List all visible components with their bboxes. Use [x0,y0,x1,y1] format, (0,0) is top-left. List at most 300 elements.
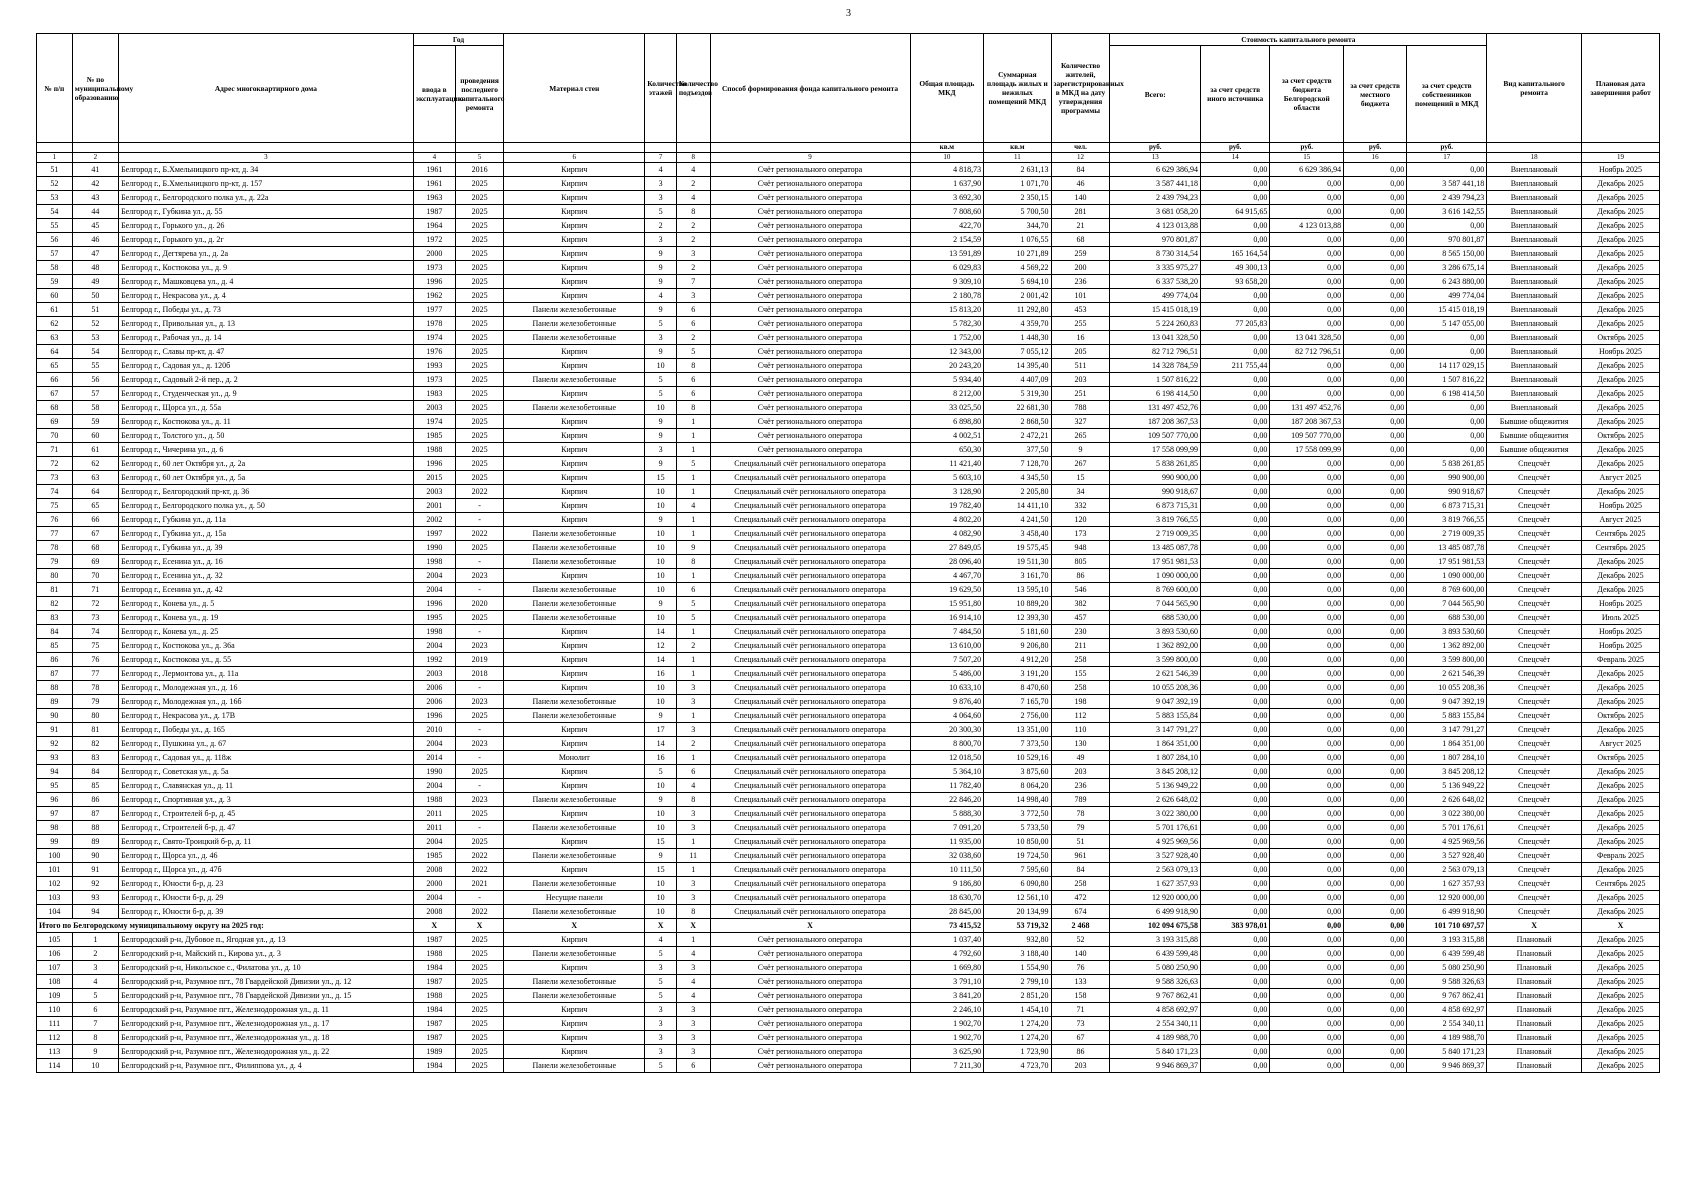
table-cell: 10 [645,401,677,415]
table-cell: Кирпич [504,1031,645,1045]
table-cell: 2 180,78 [910,289,984,303]
table-row [37,1017,1660,1031]
table-cell: 2003 [413,485,455,499]
table-cell: 2002 [413,513,455,527]
table-cell: Специальный счёт регионального оператора [710,737,910,751]
table-cell: 84 [1051,863,1110,877]
table-cell: 90 [37,709,73,723]
table-cell: Декабрь 2025 [1581,177,1659,191]
table-cell: 3 791,10 [910,975,984,989]
table-cell: 1 627 357,93 [1407,877,1487,891]
table-cell: Декабрь 2025 [1581,401,1659,415]
table-cell: 674 [1051,905,1110,919]
table-cell: 5 181,60 [984,625,1051,639]
table-cell: 3 [676,821,710,835]
table-cell: 9 [645,429,677,443]
table-cell: Белгород г., Костюкова ул., д. 11 [119,415,414,429]
table-cell: Белгород г., Строителей б-р, д. 47 [119,821,414,835]
table-cell: 2025 [455,989,503,1003]
table-cell: 2 [676,177,710,191]
table-cell: Счёт регионального оператора [710,177,910,191]
table-cell: 1988 [413,443,455,457]
table-cell: Специальный счёт регионального оператора [710,835,910,849]
table-cell: 0,00 [1270,177,1344,191]
table-cell: 44 [72,205,118,219]
table-cell: 2025 [455,289,503,303]
table-cell: 1996 [413,709,455,723]
table-cell: Внеплановый [1487,401,1582,415]
table-cell: 19 511,30 [984,555,1051,569]
table-cell: 0,00 [1200,779,1269,793]
table-row [37,289,1660,303]
table-cell: 83 [37,611,73,625]
table-cell: 2025 [455,275,503,289]
column-number-cell: 13 [1110,153,1201,163]
table-cell: 1990 [413,765,455,779]
table-cell: 7 484,50 [910,625,984,639]
table-cell: 103 [37,891,73,905]
table-cell: 5 [676,611,710,625]
table-cell: 2025 [455,317,503,331]
table-row [37,1045,1660,1059]
table-cell: Счёт регионального оператора [710,247,910,261]
table-cell: 0,00 [1200,1059,1269,1073]
table-row [37,387,1660,401]
table-cell: 78 [1051,807,1110,821]
table-cell: 17 [645,723,677,737]
table-cell: 0,00 [1200,611,1269,625]
table-cell: 2008 [413,905,455,919]
table-cell: 9 047 392,19 [1110,695,1201,709]
table-cell: 0,00 [1407,415,1487,429]
table-cell: 0,00 [1270,541,1344,555]
table-body-belgorod-district [37,933,1660,1073]
table-cell: 0,00 [1270,681,1344,695]
table-cell: 0,00 [1270,821,1344,835]
table-cell: 45 [72,219,118,233]
table-cell: Счёт регионального оператора [710,1059,910,1073]
table-cell: 6 499 918,90 [1110,905,1201,919]
table-cell: Панели железобетонные [504,527,645,541]
table-cell: 6 090,80 [984,877,1051,891]
table-cell: 990 918,67 [1407,485,1487,499]
table-cell: 1972 [413,233,455,247]
table-cell: Кирпич [504,835,645,849]
column-numbers-row [37,153,1660,163]
table-cell: 2 554 340,11 [1110,1017,1201,1031]
table-cell: 265 [1051,429,1110,443]
table-cell: 2006 [413,695,455,709]
table-cell: Кирпич [504,513,645,527]
table-cell: 0,00 [1200,219,1269,233]
table-cell: 8 [676,793,710,807]
table-cell: Специальный счёт регионального оператора [710,723,910,737]
table-cell: 344,70 [984,219,1051,233]
table-cell: 2 [676,639,710,653]
table-cell: 6 [676,317,710,331]
table-cell: 13 041 328,50 [1110,331,1201,345]
table-cell: 1992 [413,653,455,667]
table-cell: 1 [676,527,710,541]
table-cell: 4 359,70 [984,317,1051,331]
table-cell: Кирпич [504,163,645,177]
table-cell: 5 [645,205,677,219]
table-cell: 0,00 [1270,303,1344,317]
table-cell: 75 [72,639,118,653]
table-cell: 0,00 [1270,583,1344,597]
table-row [37,989,1660,1003]
table-cell: 59 [72,415,118,429]
table-row [37,513,1660,527]
table-cell: 73 [72,611,118,625]
table-cell: 5 603,10 [910,471,984,485]
table-cell: Белгород г., Некрасова ул., д. 17В [119,709,414,723]
table-cell: 2025 [455,401,503,415]
table-cell: 1 076,55 [984,233,1051,247]
table-cell: 101 [37,863,73,877]
table-cell: 114 [37,1059,73,1073]
table-cell: 87 [72,807,118,821]
table-cell: 69 [37,415,73,429]
table-cell: 382 [1051,597,1110,611]
column-number-cell: 17 [1407,153,1487,163]
table-cell: 4 [676,975,710,989]
table-cell: 12 393,30 [984,611,1051,625]
table-cell: 1998 [413,625,455,639]
table-cell: 0,00 [1270,527,1344,541]
table-cell: Панели железобетонные [504,1059,645,1073]
table-cell: 1 [676,653,710,667]
table-row [37,499,1660,513]
table-cell: Спецсчёт [1487,905,1582,919]
table-cell: 0,00 [1200,457,1269,471]
table-cell: 11 421,40 [910,457,984,471]
table-cell: 1978 [413,317,455,331]
table-cell: 4 925 969,56 [1110,835,1201,849]
table-cell: 3 681 058,20 [1110,205,1201,219]
table-cell: 688 530,00 [1110,611,1201,625]
table-cell: 0,00 [1344,933,1407,947]
table-cell: 3 193 315,88 [1110,933,1201,947]
table-cell: 14 395,40 [984,359,1051,373]
table-cell: Спецсчёт [1487,611,1582,625]
table-cell: Декабрь 2025 [1581,835,1659,849]
table-cell: Специальный счёт регионального оператора [710,681,910,695]
table-cell: 1988 [413,947,455,961]
table-cell: 69 [72,555,118,569]
table-cell: 16 914,10 [910,611,984,625]
table-cell: 4 [645,163,677,177]
table-cell: 7 044 565,90 [1110,597,1201,611]
table-cell: 8 769 600,00 [1407,583,1487,597]
table-cell: 82 712 796,51 [1110,345,1201,359]
header-cost-region: за счет средств бюджета Белгородской области [1270,46,1344,143]
table-cell: Специальный счёт регионального оператора [710,625,910,639]
table-cell: 113 [37,1045,73,1059]
table-cell: Панели железобетонные [504,975,645,989]
table-cell: 0,00 [1200,723,1269,737]
table-cell: 8 769 600,00 [1110,583,1201,597]
table-cell: 0,00 [1200,1045,1269,1059]
table-cell: 10 [645,541,677,555]
table-cell: 5 [676,597,710,611]
table-cell: 4 002,51 [910,429,984,443]
table-cell: Кирпич [504,345,645,359]
table-cell: 0,00 [1270,233,1344,247]
table-cell: 2 868,50 [984,415,1051,429]
table-cell: 0,00 [1344,373,1407,387]
table-cell: 102 [37,877,73,891]
table-cell: - [455,779,503,793]
table-cell: 2025 [455,1031,503,1045]
table-cell: 230 [1051,625,1110,639]
table-cell: Бывшие общежития [1487,415,1582,429]
table-cell: 3 [645,1003,677,1017]
table-cell: 96 [37,793,73,807]
column-number-cell: 12 [1051,153,1110,163]
table-cell: Белгород г., Толстого ул., д. 50 [119,429,414,443]
table-cell: 9 186,80 [910,877,984,891]
table-cell: 0,00 [1200,891,1269,905]
table-cell: Спецсчёт [1487,891,1582,905]
table-cell: 47 [72,247,118,261]
table-cell: 10 529,16 [984,751,1051,765]
table-cell: 12 [645,639,677,653]
table-cell: 251 [1051,387,1110,401]
table-cell: 6 629 386,94 [1110,163,1201,177]
table-cell: Кирпич [504,1003,645,1017]
table-cell: 7 507,20 [910,653,984,667]
table-cell: Плановый [1487,1031,1582,1045]
table-cell: 6 439 599,48 [1110,947,1201,961]
table-cell: 1 807 284,10 [1110,751,1201,765]
table-cell: 10 [645,555,677,569]
table-cell: 94 [37,765,73,779]
table-cell: Белгород г., Машковцева ул., д. 4 [119,275,414,289]
table-row [37,359,1660,373]
table-cell: 0,00 [1344,863,1407,877]
table-cell: Внеплановый [1487,373,1582,387]
table-row [37,303,1660,317]
table-cell: 7 373,50 [984,737,1051,751]
table-cell: 6 629 386,94 [1270,163,1344,177]
table-cell: 0,00 [1344,261,1407,275]
table-cell: Панели железобетонные [504,709,645,723]
table-cell: 72 [37,457,73,471]
table-cell: 64 [72,485,118,499]
table-cell: 0,00 [1344,667,1407,681]
table-cell: 0,00 [1344,583,1407,597]
table-cell: Счёт регионального оператора [710,961,910,975]
table-cell: 2 [676,233,710,247]
table-cell: 2015 [413,471,455,485]
table-cell: 6 898,80 [910,415,984,429]
table-cell: 101 [1051,289,1110,303]
table-cell: 1989 [413,1045,455,1059]
table-cell: 46 [72,233,118,247]
table-cell: Внеплановый [1487,275,1582,289]
table-cell: Панели железобетонные [504,849,645,863]
table-cell: 16 [645,667,677,681]
table-cell: Плановый [1487,1045,1582,1059]
table-cell: 1 902,70 [910,1017,984,1031]
table-cell: 0,00 [1200,737,1269,751]
table-cell: 10 055 208,36 [1110,681,1201,695]
table-cell: 1993 [413,359,455,373]
table-cell: 2025 [455,233,503,247]
table-cell: 2006 [413,681,455,695]
table-cell: 15 [645,835,677,849]
table-cell: Панели железобетонные [504,989,645,1003]
table-cell: Специальный счёт регионального оператора [710,695,910,709]
total-cell: 102 094 675,58 [1110,919,1201,933]
table-cell: 67 [37,387,73,401]
total-row [37,919,1660,933]
table-cell: 61 [37,303,73,317]
table-cell: 0,00 [1270,205,1344,219]
table-cell: 9 [645,457,677,471]
table-cell: Декабрь 2025 [1581,359,1659,373]
table-cell: 1 [676,625,710,639]
table-cell: 2 851,20 [984,989,1051,1003]
table-cell: 0,00 [1270,597,1344,611]
table-cell: 511 [1051,359,1110,373]
table-cell: 1 [676,863,710,877]
table-cell: Специальный счёт регионального оператора [710,793,910,807]
table-cell: 0,00 [1344,345,1407,359]
table-cell: Ноябрь 2025 [1581,499,1659,513]
table-cell: Сентябрь 2025 [1581,877,1659,891]
table-cell: 78 [72,681,118,695]
table-cell: 42 [72,177,118,191]
table-cell: 3 [676,807,710,821]
table-cell: 0,00 [1270,247,1344,261]
table-cell: 4 912,20 [984,653,1051,667]
table-cell: 66 [37,373,73,387]
table-row [37,485,1660,499]
table-cell: 0,00 [1270,667,1344,681]
table-cell: 5 883 155,84 [1407,709,1487,723]
table-cell: 70 [72,569,118,583]
table-cell: Спецсчёт [1487,751,1582,765]
table-cell: 3 845 208,12 [1110,765,1201,779]
table-cell: 112 [1051,709,1110,723]
header-no: № п/п [37,34,73,143]
table-cell: 11 782,40 [910,779,984,793]
table-cell: 55 [72,359,118,373]
table-cell: 5 694,10 [984,275,1051,289]
table-cell: Белгородский р-н, Никольское с., Филатова ул., д. 10 [119,961,414,975]
table-cell: 5 080 250,90 [1407,961,1487,975]
table-cell: 0,00 [1344,247,1407,261]
table-cell: 0,00 [1270,611,1344,625]
table-cell: 97 [37,807,73,821]
table-cell: Белгород г., Молодежная ул., д. 16б [119,695,414,709]
table-cell: 2025 [455,709,503,723]
table-cell: 4 [645,289,677,303]
table-cell: 6 [72,1003,118,1017]
table-cell: 546 [1051,583,1110,597]
table-row [37,821,1660,835]
table-cell: 2 472,21 [984,429,1051,443]
table-cell: Счёт регионального оператора [710,1017,910,1031]
table-cell: Кирпич [504,737,645,751]
table-cell: Спецсчёт [1487,877,1582,891]
table-cell: Белгород г., Белгородский пр-кт, д. 36 [119,485,414,499]
table-cell: 2025 [455,387,503,401]
unit-cell: руб. [1200,143,1269,153]
repair-program-table-container [36,33,1660,1073]
table-row [37,891,1660,905]
table-cell: 2025 [455,359,503,373]
table-cell: 6 [676,373,710,387]
table-cell: 0,00 [1344,275,1407,289]
table-cell: 0,00 [1200,765,1269,779]
table-cell: Спецсчёт [1487,793,1582,807]
units-row [37,143,1660,153]
table-cell: 2023 [455,695,503,709]
table-cell: 1984 [413,1059,455,1073]
table-cell: 1987 [413,205,455,219]
table-cell: 10 [645,891,677,905]
table-cell: 2 719 009,35 [1110,527,1201,541]
table-cell: Кирпич [504,275,645,289]
table-cell: 52 [72,317,118,331]
table-cell: 0,00 [1344,485,1407,499]
table-cell: Белгород г., Победы ул., д. 73 [119,303,414,317]
table-cell: 255 [1051,317,1110,331]
table-cell: 88 [72,821,118,835]
table-cell: 61 [72,443,118,457]
table-cell: 3 335 975,27 [1110,261,1201,275]
table-row [37,205,1660,219]
table-cell: 5 [645,765,677,779]
table-cell: 0,00 [1270,891,1344,905]
table-cell: 10 [645,583,677,597]
table-cell: 0,00 [1200,639,1269,653]
table-cell: 970 801,87 [1110,233,1201,247]
table-cell: 1 864 351,00 [1407,737,1487,751]
table-cell: 71 [37,443,73,457]
table-cell: 499 774,04 [1110,289,1201,303]
table-cell: 2023 [455,569,503,583]
table-cell: 9 [645,261,677,275]
table-cell: 2025 [455,219,503,233]
table-cell: Белгород г., Садовая ул., д. 120б [119,359,414,373]
table-cell: 2025 [455,541,503,555]
table-cell: Белгород г., Конева ул., д. 19 [119,611,414,625]
table-cell: 1988 [413,989,455,1003]
table-row [37,737,1660,751]
table-cell: Специальный счёт регионального оператора [710,779,910,793]
table-cell: 6 [676,583,710,597]
table-cell: 2019 [455,653,503,667]
table-cell: Счёт регионального оператора [710,205,910,219]
table-cell: Спецсчёт [1487,457,1582,471]
table-cell: 20 134,99 [984,905,1051,919]
table-cell: Специальный счёт регионального оператора [710,513,910,527]
table-cell: 131 497 452,76 [1110,401,1201,415]
header-living-area: Суммарная площадь жилых и нежилых помещений МКД [984,34,1051,143]
table-cell: Счёт регионального оператора [710,191,910,205]
table-cell: 49 [1051,751,1110,765]
table-cell: 2025 [455,1003,503,1017]
table-cell: 332 [1051,499,1110,513]
page-number: 3 [846,8,851,19]
table-cell: Декабрь 2025 [1581,387,1659,401]
table-cell: Белгород г., Советская ул., д. 5а [119,765,414,779]
table-cell: 2025 [455,961,503,975]
